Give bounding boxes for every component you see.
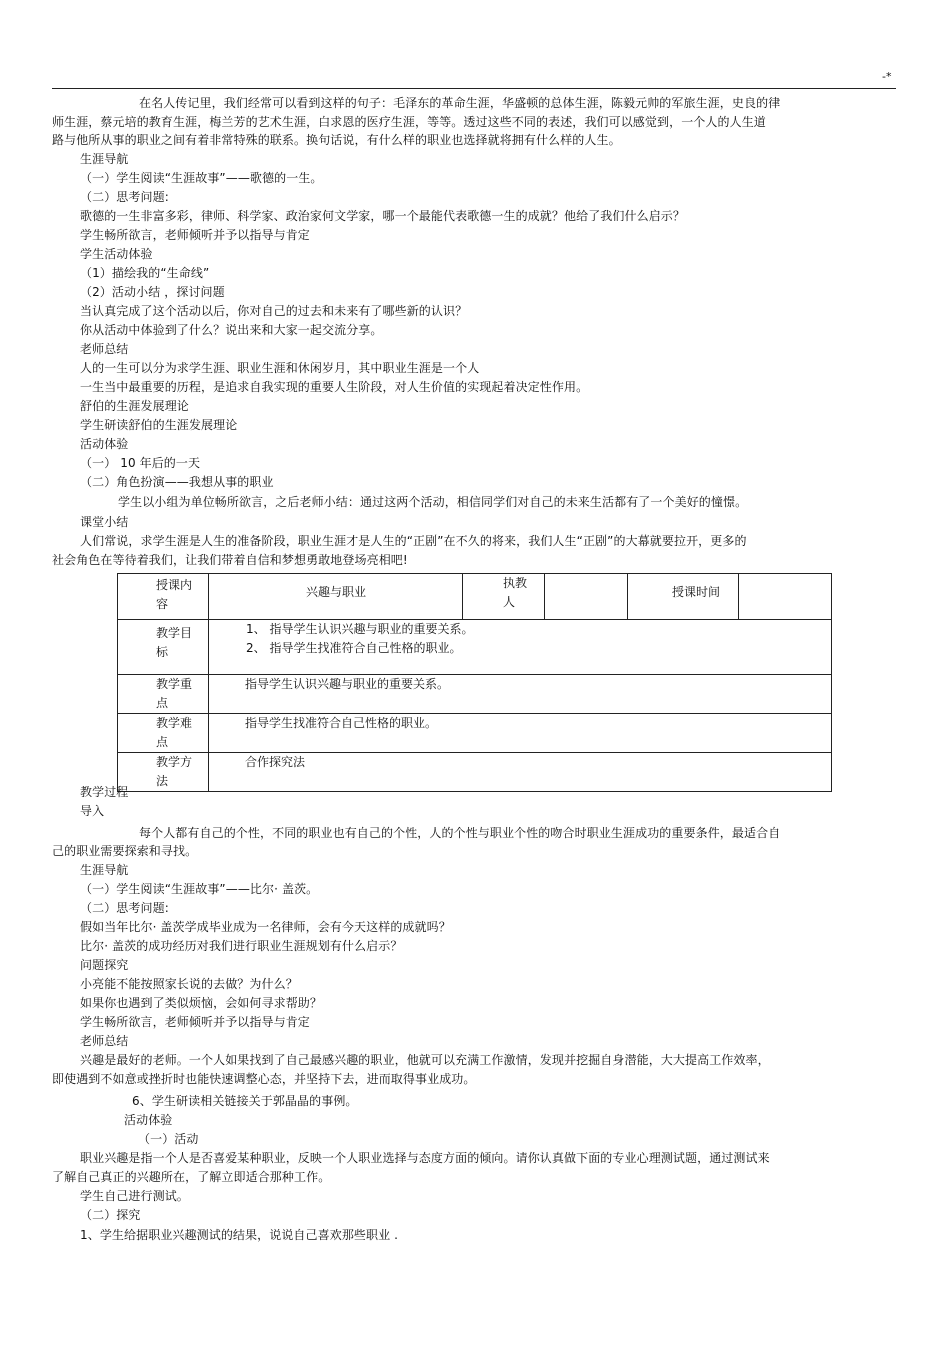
- course-topic: 兴趣与职业: [209, 574, 463, 620]
- text-line: （一）学生阅读“生涯故事”——歌德的一生。: [80, 171, 323, 185]
- text-line: 如果你也遇到了类似烦恼，会如何寻求帮助？: [80, 996, 323, 1010]
- text-line: 小亮能不能按照家长说的去做？为什么？: [80, 977, 298, 991]
- label-part: 教学重: [156, 677, 193, 691]
- heading-activity: 学生活动体验: [80, 247, 153, 261]
- intro-line-1: 在名人传记里，我们经常可以看到这样的句子：毛泽东的革命生涯，华盛顿的总体生涯，陈毅元帅的军旅生涯，史良的律: [139, 96, 781, 110]
- teaching-difficulty: 指导学生找准符合自己性格的职业。: [209, 714, 832, 753]
- teaching-focus: 指导学生认识兴趣与职业的重要关系。: [209, 675, 832, 714]
- heading-career-navigation: 生涯导航: [80, 152, 129, 166]
- heading-super-theory: 舒伯的生涯发展理论: [80, 399, 189, 413]
- text-line: （一）活动: [138, 1132, 199, 1146]
- text-line: （1）描绘我的“生命线”: [80, 266, 210, 280]
- goal-item: 2、 指导学生找准符合自己性格的职业。: [246, 641, 462, 655]
- label-part: 点: [156, 735, 169, 749]
- text-line: 了解自己真正的兴趣所在，了解立即适合那种工作。: [52, 1170, 331, 1184]
- label-teacher: [463, 574, 545, 620]
- label-teaching-difficulty: [118, 714, 209, 753]
- text-line: 人的一生可以分为求学生涯、职业生涯和休闲岁月，其中职业生涯是一个人: [80, 361, 480, 375]
- text-line: 1、学生给据职业兴趣测试的结果，说说自己喜欢那些职业 .: [80, 1228, 399, 1242]
- top-rule: [52, 88, 896, 89]
- heading-teaching-process: 教学过程: [80, 785, 129, 799]
- text-line: （二）思考问题:: [80, 901, 169, 915]
- heading-class-summary: 课堂小结: [80, 515, 129, 529]
- label-part: 执教: [503, 576, 528, 590]
- label-part: 法: [156, 774, 169, 788]
- heading-activity-experience: 活动体验: [80, 437, 129, 451]
- text-line: 职业兴趣是指一个人是否喜爱某种职业，反映一个人职业选择与态度方面的倾向。请你认真做下面的专业心理测试题，通过测试来: [80, 1151, 770, 1165]
- heading-teacher-summary: 老师总结: [80, 342, 129, 356]
- heading-activity-experience: 活动体验: [124, 1113, 173, 1127]
- text-line: （二）思考问题:: [80, 190, 169, 204]
- table-row: [118, 574, 832, 620]
- label-teaching-goals: [118, 620, 209, 675]
- label-teaching-focus: [118, 675, 209, 714]
- label-part: 点: [156, 696, 169, 710]
- teacher-value: [545, 574, 628, 620]
- label-course-content: [118, 574, 209, 620]
- text-line: 每个人都有自己的个性，不同的职业也有自己的个性，人的个性与职业个性的吻合时职业生涯成功的重要条件，最适合自: [139, 826, 781, 840]
- teaching-goals: [209, 620, 832, 675]
- text-line: 学生以小组为单位畅所欲言，之后老师小结：通过这两个活动，相信同学们对自己的未来生活都有了一个美好的憧憬。: [118, 495, 748, 509]
- lesson-time-value: [739, 574, 832, 620]
- label-teaching-method: [118, 753, 209, 792]
- heading-introduction: 导入: [80, 804, 105, 818]
- text-line: （二）探究: [80, 1208, 141, 1222]
- text-line: （一）学生阅读“生涯故事”——比尔· 盖茨。: [80, 882, 319, 896]
- label-part: 人: [503, 595, 516, 609]
- label-part: 教学目: [156, 626, 193, 640]
- text-line: 假如当年比尔· 盖茨学成毕业成为一名律师，会有今天这样的成就吗？: [80, 920, 451, 934]
- text-line: 兴趣是最好的老师。一个人如果找到了自己最感兴趣的职业，他就可以充满工作激情，发现并挖掘自身潜能，大大提高工作效率，: [80, 1053, 770, 1067]
- heading-teacher-summary: 老师总结: [80, 1034, 129, 1048]
- text-line: （2）活动小结 ，探讨问题: [80, 285, 225, 299]
- text-line: 学生研读舒伯的生涯发展理论: [80, 418, 238, 432]
- table-row: [118, 620, 832, 675]
- text-line: 学生畅所欲言，老师倾听并予以指导与肯定: [80, 228, 310, 242]
- label-part: 容: [156, 597, 169, 611]
- page-mark: -*: [882, 70, 892, 83]
- text-line: 你从活动中体验到了什么？说出来和大家一起交流分享。: [80, 323, 383, 337]
- lesson-plan-table: [117, 573, 832, 792]
- table-row: [118, 675, 832, 714]
- label-lesson-time: 授课时间: [628, 574, 739, 620]
- text-line: 学生畅所欲言，老师倾听并予以指导与肯定: [80, 1015, 310, 1029]
- table-row: [118, 714, 832, 753]
- text-line: 即使遇到不如意或挫折时也能快速调整心态，并坚持下去，进而取得事业成功。: [52, 1072, 476, 1086]
- text-line: （二）角色扮演——我想从事的职业: [80, 475, 274, 489]
- text-line: 己的职业需要探索和寻找。: [52, 844, 198, 858]
- intro-line-3: 路与他所从事的职业之间有着非常特殊的联系。换句话说，有什么样的职业也选择就将拥有什么样的人生。: [52, 133, 621, 147]
- label-part: 标: [156, 645, 169, 659]
- label-part: 教学难: [156, 716, 193, 730]
- text-line: 学生自己进行测试。: [80, 1189, 189, 1203]
- label-part: 授课内: [156, 578, 193, 592]
- heading-career-navigation: 生涯导航: [80, 863, 129, 877]
- table-row: [118, 753, 832, 792]
- text-line: 人们常说，求学生涯是人生的准备阶段，职业生涯才是人生的“正剧”在不久的将来，我们人生“正剧”的大幕就要拉开，更多的: [80, 534, 747, 548]
- text-line: 一生当中最重要的历程，是追求自我实现的重要人生阶段，对人生价值的实现起着决定性作用。: [80, 380, 589, 394]
- teaching-method: 合作探究法: [209, 753, 832, 792]
- goal-item: 1、 指导学生认识兴趣与职业的重要关系。: [246, 622, 474, 636]
- text-line: 当认真完成了这个活动以后，你对自己的过去和未来有了哪些新的认识？: [80, 304, 468, 318]
- text-line: （一） 10 年后的一天: [80, 456, 201, 470]
- heading-problem-inquiry: 问题探究: [80, 958, 129, 972]
- intro-line-2: 师生涯，蔡元培的教育生涯，梅兰芳的艺术生涯，白求恩的医疗生涯，等等。透过这些不同的表述，我们可以感觉到，一个人的人生道: [52, 115, 766, 129]
- text-line: 歌德的一生非富多彩，律师、科学家、政治家何文学家，哪一个最能代表歌德一生的成就？他给了我们什么启示？: [80, 209, 686, 223]
- label-part: 教学方: [156, 755, 193, 769]
- text-line: 6、学生研读相关链接关于郭晶晶的事例。: [132, 1094, 358, 1108]
- text-line: 社会角色在等待着我们，让我们带着自信和梦想勇敢地登场亮相吧!: [52, 553, 408, 567]
- text-line: 比尔· 盖茨的成功经历对我们进行职业生涯规划有什么启示？: [80, 939, 403, 953]
